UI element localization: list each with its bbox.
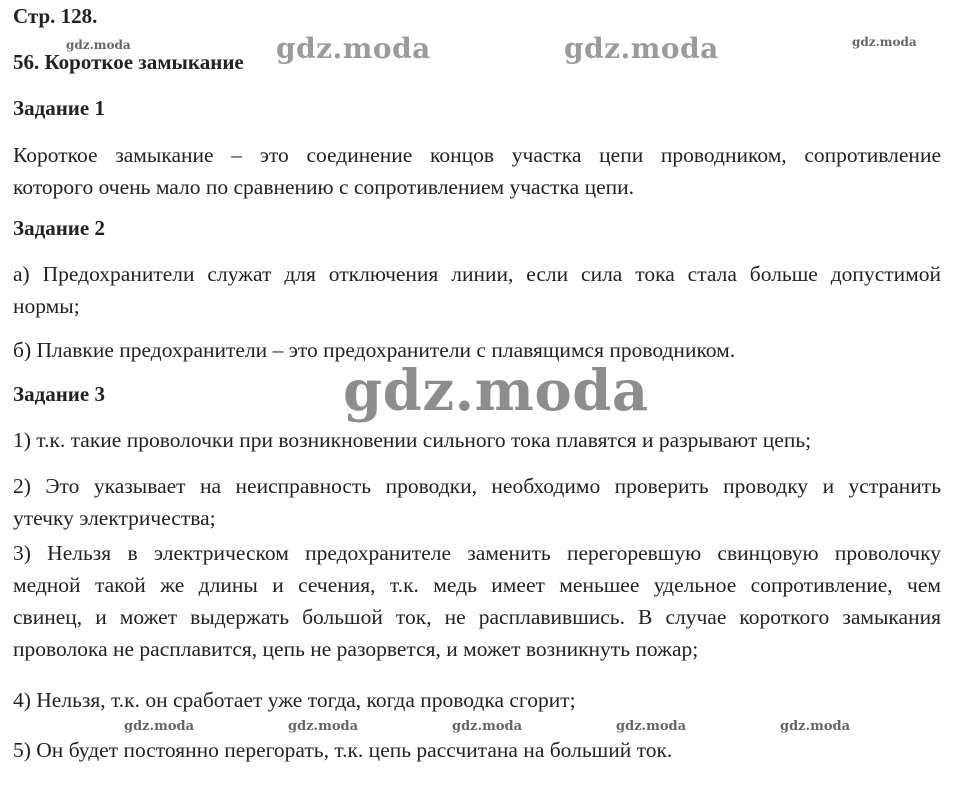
text-line: которого очень мало по сравнению с сопротивлением участка цепи. xyxy=(13,175,635,199)
watermark: gdz.moda xyxy=(780,719,851,734)
text-line: 1) т.к. такие проволочки при возникновении сильного тока плавятся и разрывают цепь; xyxy=(13,428,812,452)
text-line: а) Предохранители служат для отключения линии, если сила тока стала больше допустимой xyxy=(13,262,941,286)
text-line: 4) Нельзя, т.к. он сработает уже тогда, когда проводка сгорит; xyxy=(13,688,576,712)
task-3-answer-5 xyxy=(13,734,672,766)
task-1-heading: Задание 1 xyxy=(13,96,105,120)
watermark: gdz.moda xyxy=(452,719,523,734)
watermark: gdz.moda xyxy=(66,38,131,52)
watermark: gdz.moda xyxy=(616,719,687,734)
text-line: свинец, и может выдержать большой ток, не расплавившись. В случае короткого замыкания xyxy=(13,605,941,629)
task-2-heading: Задание 2 xyxy=(13,216,105,240)
text-line: утечку электричества; xyxy=(13,506,216,530)
text-line: нормы; xyxy=(13,294,80,318)
watermark: gdz.moda xyxy=(343,358,649,424)
task-1-answer xyxy=(13,139,941,203)
watermark: gdz.moda xyxy=(288,719,359,734)
task-3-answer-4 xyxy=(13,684,576,716)
text-line: б) Плавкие предохранители – это предохранители с плавящимся проводником. xyxy=(13,338,736,362)
text-line: медной такой же длины и сечения, т.к. медь имеет меньшее удельное сопротивление, чем xyxy=(13,573,941,597)
task-3-answer-1 xyxy=(13,424,811,456)
text-line: Короткое замыкание – это соединение концов участка цепи проводником, сопротивление xyxy=(13,143,941,167)
task-3-answer-2 xyxy=(13,470,941,534)
watermark: gdz.moda xyxy=(276,32,431,65)
watermark: gdz.moda xyxy=(124,719,195,734)
text-line: проволока не расплавится, цепь не разорвется, и может возникнуть пожар; xyxy=(13,637,699,661)
text-line: 5) Он будет постоянно перегорать, т.к. цепь рассчитана на больший ток. xyxy=(13,738,673,762)
text-line: 3) Нельзя в электрическом предохранителе заменить перегоревшую свинцовую проволочку xyxy=(13,541,941,565)
page-reference: Стр. 128. xyxy=(13,4,98,28)
task-3-answer-3 xyxy=(13,537,941,665)
text-line: 2) Это указывает на неисправность проводки, необходимо проверить проводку и устранить xyxy=(13,474,941,498)
task-2-answer-a xyxy=(13,258,941,322)
task-3-heading: Задание 3 xyxy=(13,382,105,406)
section-title: 56. Короткое замыкание xyxy=(13,50,244,74)
watermark: gdz.moda xyxy=(564,32,719,65)
watermark: gdz.moda xyxy=(852,35,917,49)
